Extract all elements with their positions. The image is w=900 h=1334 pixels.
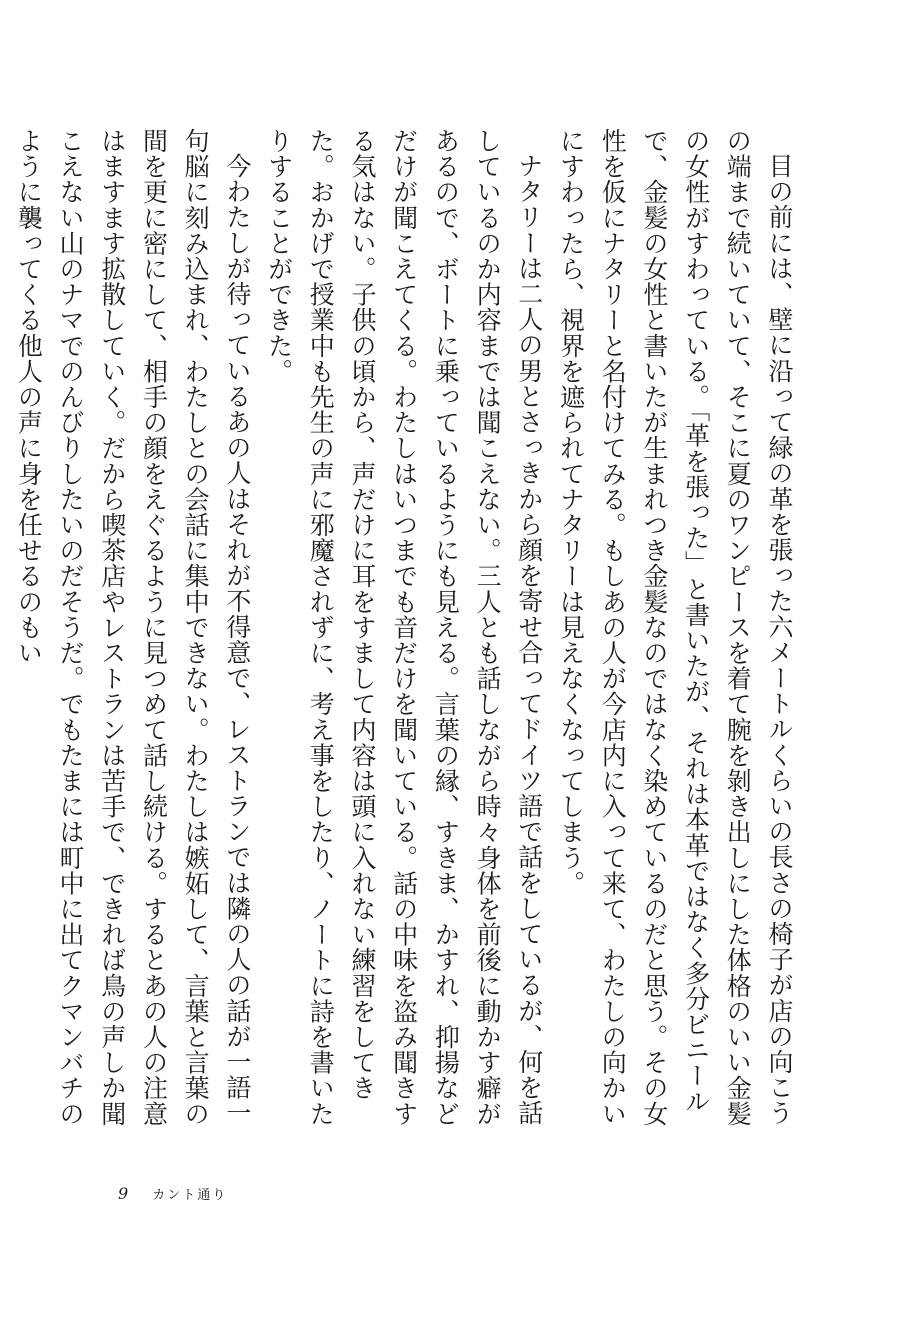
running-head: カント通り [152,1188,228,1203]
paragraph-3: 今わたしが待っているあの人はそれが不得意で、レストランでは隣の人の話が一語一句脳に刻み込まれ、わたしとの会話に集中できない。わたしは嫉妬して、言葉と言葉の間を更に密にして、相手の顔をえぐるように見つめて話し続ける。するとあの人の注意はますます拡散していく。だから喫茶店やレストランは苦手で、できれば鳥の声しか聞こえない山のナマでのんびりしたいのだそうだ。でもたまには町中に出てクマンバチのように襲ってくる他人の声に身を任せるのもい [14,128,252,1127]
page-footer [118,1184,227,1208]
page-number: 9 [118,1184,129,1203]
body-text [14,128,800,1148]
paragraph-2: ナタリーは二人の男とさっきから顔を寄せ合ってドイツ語で話をしているが、何を話しているのか内容までは聞こえない。三人とも話しながら時々身体を前後に動かす癖があるので、ボートに乗っているようにも見える。言葉の縁、すきま、かすれ、抑揚などだけが聞こえてくる。わたしはいつまでも音だけを聞いている。話の中味を盗み聞きする気はない。子供の頃から、声だけに耳をすまして内容は頭に入れない練習をしてきた。おかげで授業中も先生の声に邪魔されずに、考え事をしたり、ノートに詩を書いたりすることができた。 [264,128,544,1127]
paragraph-1: 目の前には、壁に沿って緑の革を張った六メートルくらいの長さの椅子が店の向こうの端まで続いていて、そこに夏のワンピースを着て腕を剝き出しにした体格のいい金髪の女性がすわっている。「革を張った」と書いたが、それは本革ではなく多分ビニールで、金髪の女性と書いたが生まれつき金髪なのではなく染めているのだと思う。その女性を仮にナタリーと名付けてみる。もしあの人が今店内に入って来て、わたしの向かいにすわったら、視界を遮られてナタリーは見えなくなってしまう。 [556,128,794,1127]
